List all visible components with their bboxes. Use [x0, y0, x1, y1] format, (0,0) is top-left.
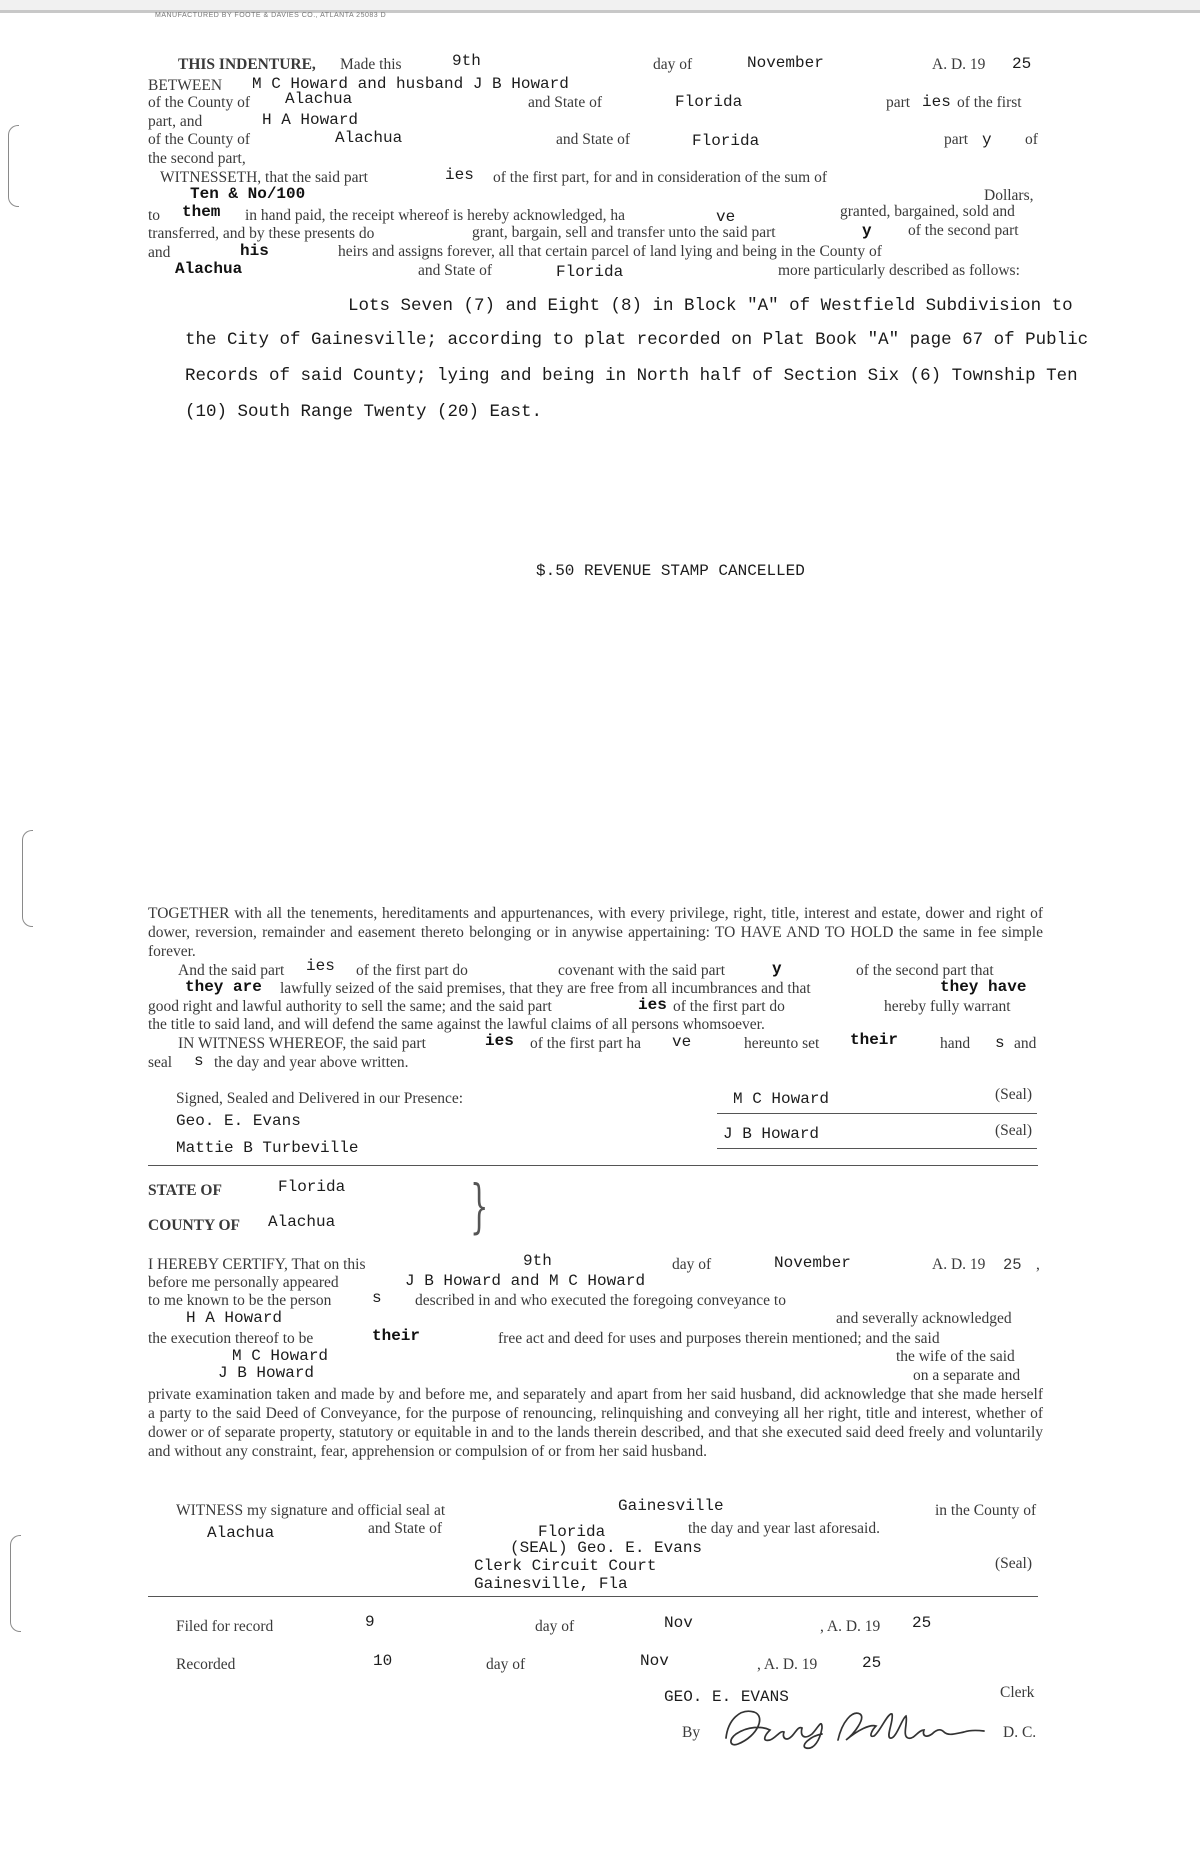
free-act-text: free act and deed for uses and purposes therein mentioned; and the said [498, 1330, 940, 1347]
binder-hole-mark [22, 830, 33, 927]
day-of-label: day of [486, 1656, 526, 1673]
revenue-stamp-note: $.50 REVENUE STAMP CANCELLED [536, 562, 805, 580]
filed-month: Nov [664, 1614, 693, 1632]
officer-line: (SEAL) Geo. E. Evans [510, 1539, 703, 1557]
county-label: COUNTY OF [148, 1217, 240, 1234]
clerk-name: GEO. E. EVANS [664, 1688, 789, 1706]
ad-label: , A. D. 19 [757, 1656, 818, 1673]
witness-whereof-text: of the first part ha [530, 1035, 642, 1052]
last-aforesaid-text: the day and year last aforesaid. [688, 1520, 880, 1537]
officer-line: Gainesville, Fla [474, 1575, 628, 1593]
ack-county: Alachua [207, 1524, 275, 1542]
deed-day: 9th [452, 52, 481, 70]
granted-text: granted, bargained, sold and [840, 203, 1015, 220]
ack-state: Florida [278, 1178, 346, 1196]
ad-label: A. D. 19 [932, 56, 986, 73]
known-text: to me known to be the person [148, 1292, 332, 1309]
appeared-names: J B Howard and M C Howard [405, 1272, 646, 1290]
grantors: M C Howard and husband J B Howard [252, 75, 569, 93]
part-suffix: ies [306, 957, 335, 975]
made-this-label: Made this [340, 56, 402, 73]
comma: , [1036, 1256, 1040, 1273]
more-particularly-label: more particularly described as follows: [778, 262, 1020, 279]
day-year-written: the day and year above written. [214, 1054, 409, 1071]
seal-suffix: s [194, 1052, 204, 1070]
conveyance-to: H A Howard [186, 1309, 283, 1327]
ack-state: Florida [538, 1523, 606, 1541]
binder-hole-mark [8, 125, 19, 207]
witness-whose: their [850, 1031, 899, 1049]
county-of-label: of the County of [148, 94, 251, 111]
seal-mark: (Seal) [995, 1122, 1033, 1139]
state-of-label: and State of [556, 131, 631, 148]
husband-name: J B Howard [218, 1364, 315, 1382]
separate-text: on a separate and [913, 1367, 1021, 1384]
by-label: By [682, 1724, 701, 1741]
seal-mark: (Seal) [995, 1555, 1033, 1572]
witness-whereof-text: IN WITNESS WHEREOF, the said part [178, 1035, 426, 1052]
part-suffix: ies [445, 166, 474, 184]
indenture-heading: THIS INDENTURE, [178, 56, 316, 73]
covenant-have: they have [940, 978, 1027, 996]
state-of-label: and State of [368, 1520, 443, 1537]
covenant-text: of the first part do [356, 962, 468, 979]
manufacturer-line: MANUFACTURED BY FOOTE & DAVIES CO., ATLANTA 25083 D [155, 12, 387, 19]
hand-label: hand [940, 1035, 971, 1052]
ack-city: Gainesville [618, 1497, 724, 1515]
covenant-who: they are [185, 978, 262, 996]
witness-name: Geo. E. Evans [176, 1112, 301, 1130]
covenant-text: covenant with the said part [558, 962, 726, 979]
signatory-name: M C Howard [733, 1090, 830, 1108]
heirs-text: heirs and assigns forever, all that certain parcel of land lying and being in the County of [338, 243, 882, 260]
grantor-county: Alachua [285, 90, 353, 108]
state-of-label: and State of [418, 262, 493, 279]
person-suffix: s [372, 1289, 382, 1307]
brace-mark: } [470, 1172, 489, 1240]
to-label: to [148, 207, 161, 224]
covenant-text: lawfully seized of the said premises, that they are free from all incumbrances and that [280, 980, 811, 997]
part-label: part [944, 131, 969, 148]
seal-label: seal [148, 1054, 173, 1071]
ack-day: 9th [523, 1252, 552, 1270]
clerk-label: Clerk [1000, 1684, 1035, 1701]
grant-text: grant, bargain, sell and transfer unto the said part [472, 224, 776, 241]
day-of-label: day of [535, 1618, 575, 1635]
section-divider [148, 1165, 1038, 1166]
signatory-name: J B Howard [723, 1125, 820, 1143]
severally-text: and severally acknowledged [836, 1310, 1012, 1327]
part-and-label: part, and [148, 113, 203, 130]
grantor-state: Florida [675, 93, 743, 111]
grantee-state: Florida [692, 132, 760, 150]
in-county-text: in the County of [935, 1502, 1037, 1519]
witness-whereof-text: hereunto set [744, 1035, 820, 1052]
witness-signature-text: WITNESS my signature and official seal at [176, 1502, 446, 1519]
execution-text: the execution thereof to be [148, 1330, 314, 1347]
signed-sealed-label: Signed, Sealed and Delivered in our Presence: [176, 1090, 464, 1107]
deed-year: 25 [1012, 55, 1032, 73]
officer-line: Clerk Circuit Court [474, 1557, 657, 1575]
deed-month: November [747, 54, 824, 72]
wife-name: M C Howard [232, 1347, 329, 1365]
whose-act: their [372, 1327, 421, 1345]
legal-description-line: Records of said County; lying and being in North half of Section Six (6) Township Ten [185, 366, 1078, 386]
ha-suffix: ve [672, 1033, 692, 1051]
ack-county: Alachua [268, 1213, 336, 1231]
county-of-label: of the County of [148, 131, 251, 148]
second-part-label: of the second part [908, 222, 1019, 239]
covenant-text: of the first part do [673, 998, 785, 1015]
and-label: and [148, 244, 171, 261]
described-text: described in and who executed the foregoing conveyance to [415, 1292, 786, 1309]
ad-label: , A. D. 19 [820, 1618, 881, 1635]
section-divider [148, 1596, 1038, 1597]
handwritten-signature-icon [718, 1700, 988, 1755]
part-suffix: y [982, 131, 992, 149]
grantee: H A Howard [262, 111, 359, 129]
witnesseth-label: WITNESSETH, that the said part [160, 169, 368, 186]
transferred-text: transferred, and by these presents do [148, 225, 375, 242]
heirs-whose: his [240, 242, 269, 260]
grantee-county: Alachua [335, 129, 403, 147]
ha-suffix: ve [716, 208, 736, 226]
land-state: Florida [556, 263, 624, 281]
part-label: part [886, 94, 911, 111]
part-suffix: y [772, 960, 782, 978]
legal-description-line: Lots Seven (7) and Eight (8) in Block "A" of Westfield Subdivision to [348, 296, 1073, 316]
recorded-day: 10 [373, 1652, 393, 1670]
state-label: STATE OF [148, 1182, 222, 1199]
signature-line [717, 1113, 1037, 1114]
of-the-first-label: of the first [957, 94, 1022, 111]
recorded-year: 25 [862, 1654, 882, 1672]
covenant-text: the title to said land, and will defend the same against the lawful claims of all persons whomsoever. [148, 1016, 765, 1033]
covenant-text: hereby fully warrant [884, 998, 1011, 1015]
wife-of-text: the wife of the said [896, 1348, 1015, 1365]
filed-year: 25 [912, 1614, 932, 1632]
part-suffix: ies [638, 996, 667, 1014]
before-me-text: before me personally appeared [148, 1274, 339, 1291]
part-suffix: y [862, 222, 872, 240]
legal-description-line: the City of Gainesville; according to plat recorded on Plat Book "A" page 67 of Public [185, 330, 1089, 350]
ad-label: A. D. 19 [932, 1256, 986, 1273]
consideration-text: of the first part, for and in consideration of the sum of [493, 169, 828, 186]
witness-name: Mattie B Turbeville [176, 1139, 359, 1157]
receipt-text: in hand paid, the receipt whereof is hereby acknowledged, ha [245, 207, 626, 224]
day-of-label: day of [653, 56, 693, 73]
binder-hole-mark [10, 1535, 21, 1632]
dollars-label: Dollars, [984, 187, 1034, 204]
consideration-amount: Ten & No/100 [190, 185, 306, 203]
second-part-label: the second part, [148, 150, 246, 167]
covenant-text: And the said part [178, 962, 285, 979]
recorded-month: Nov [640, 1652, 669, 1670]
hand-suffix: s [995, 1034, 1005, 1052]
part-suffix: ies [922, 93, 951, 111]
part-suffix: ies [485, 1032, 514, 1050]
private-examination-paragraph: private examination taken and made by and before me, and separately and apart from her said husband, did acknowledge that she made herself a party to the said Deed of Conveyance, for the purpose of renouncing, relinquishing and conveying all her right, title and interest, whether of dower or of separate property, statutory or equitable in and to the lands therein described, and that she executed said deed freely and voluntarily and without any constraint, fear, apprehension or compulsion of or from her said husband. [148, 1386, 1043, 1460]
filed-label: Filed for record [176, 1618, 274, 1635]
dc-label: D. C. [1003, 1724, 1037, 1741]
recorded-label: Recorded [176, 1656, 236, 1673]
certify-text: I HEREBY CERTIFY, That on this [148, 1256, 366, 1273]
between-label: BETWEEN [148, 77, 223, 94]
land-county: Alachua [175, 260, 243, 278]
day-of-label: day of [672, 1256, 712, 1273]
together-paragraph: TOGETHER with all the tenements, hereditaments and appurtenances, with every privilege, right, title, interest and estate, dower and right of dower, reversion, remainder and easement thereto belonging or in anywise appertaining: TO HAVE AND TO HOLD the same in fee simple forever. [148, 905, 1043, 960]
of-label: of [1025, 131, 1038, 148]
covenant-text: of the second part that [856, 962, 994, 979]
ack-year: 25 [1003, 1256, 1022, 1274]
filed-day: 9 [365, 1613, 375, 1631]
signature-line [717, 1148, 1037, 1149]
state-of-label: and State of [528, 94, 603, 111]
and-label: and [1014, 1035, 1037, 1052]
seal-mark: (Seal) [995, 1086, 1033, 1103]
legal-description-line: (10) South Range Twenty (20) East. [185, 402, 543, 422]
top-edge [0, 0, 1200, 10]
to-whom: them [182, 203, 221, 221]
ack-month: November [774, 1254, 851, 1272]
covenant-text: good right and lawful authority to sell the same; and the said part [148, 998, 552, 1015]
